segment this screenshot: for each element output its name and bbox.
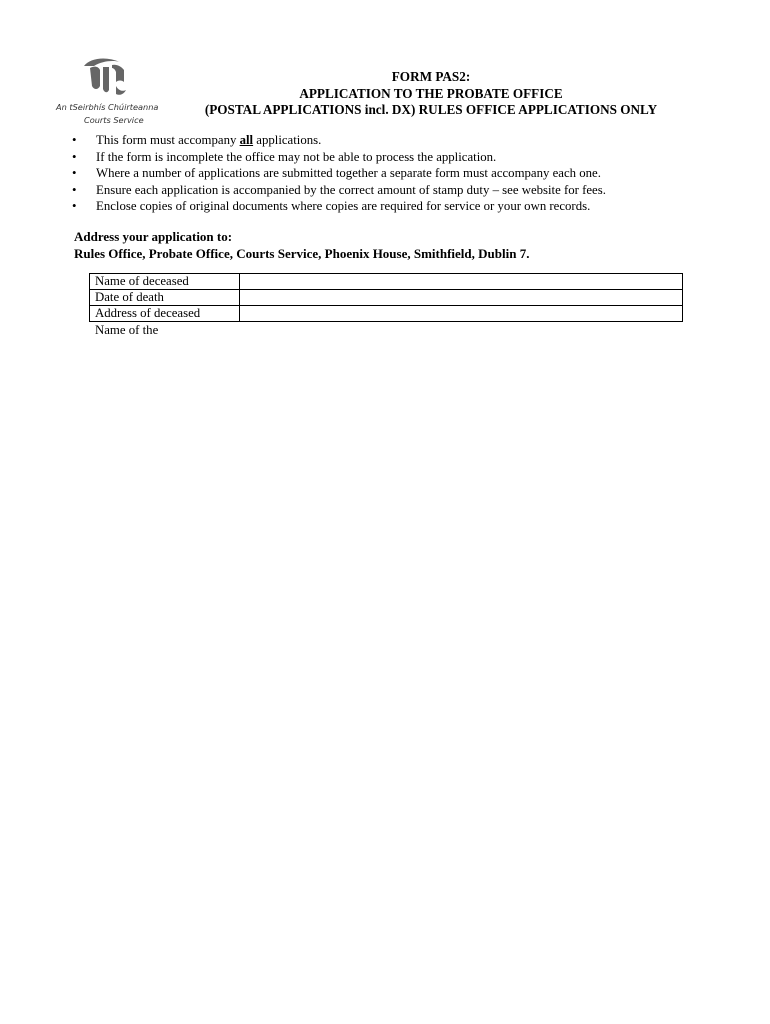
bullet-icon: • [72,149,77,164]
partial-row-label: Name of the [95,323,159,337]
courts-service-emblem-icon [80,56,132,100]
table-row [90,274,683,290]
instruction-item: • Ensure each application is accompanied by the correct amount of stamp duty – see website for fees. [72,182,606,197]
table-row [90,290,683,306]
form-title: APPLICATION TO THE PROBATE OFFICE [299,85,563,101]
instruction-item: • Enclose copies of original documents where copies are required for service or your own records. [72,199,591,214]
date-of-death-field[interactable] [240,290,683,306]
bullet-icon: • [72,199,77,214]
bullet-icon: • [72,166,77,181]
form-header [176,69,686,119]
bullet-icon: • [72,182,77,197]
field-label: Name of deceased [90,274,240,290]
field-label: Date of death [90,290,240,306]
address-heading: Address your application to: [74,229,233,244]
form-subtitle: (POSTAL APPLICATIONS incl. DX) RULES OFFICE APPLICATIONS ONLY [204,102,658,117]
deceased-name-field[interactable] [240,274,683,290]
logo-irish-name: An tSeirbhís Chúirteanna [56,102,159,112]
deceased-address-field[interactable] [240,306,683,322]
form-id: FORM PAS2: [391,69,471,84]
instructions-list [70,132,606,215]
address-line: Rules Office, Probate Office, Courts Service, Phoenix House, Smithfield, Dublin 7. [74,245,530,261]
instruction-item: • Where a number of applications are submitted together a separate form must accompany each one. [72,166,601,181]
logo-english-name: Courts Service [84,115,144,125]
emphasis-all: all [239,133,254,147]
instruction-item: • If the form is incomplete the office may not be able to process the application. [72,149,497,164]
bullet-icon: • [72,133,77,147]
table-row [90,306,683,322]
deceased-details-table [89,273,683,322]
instruction-item: • This form must accompany all applications. [72,133,322,147]
field-label: Address of deceased [90,306,240,322]
courts-service-logo [56,56,166,126]
address-block [74,229,529,262]
